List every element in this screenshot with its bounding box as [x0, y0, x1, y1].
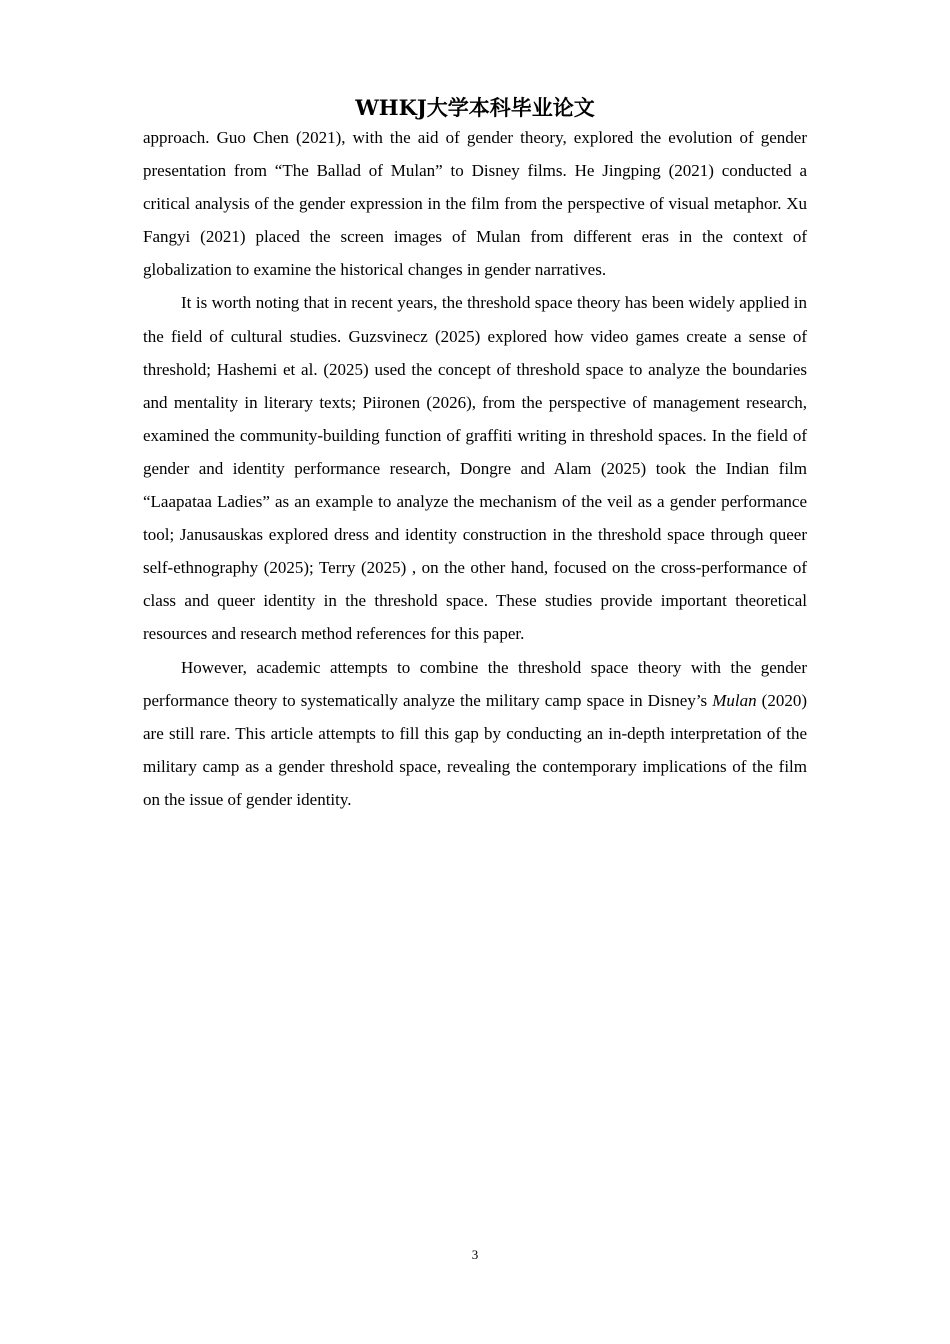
page-header: WHKJ大学本科毕业论文: [355, 95, 595, 120]
film-title-italic: Mulan: [712, 690, 757, 710]
page-number: 3: [471, 1247, 479, 1262]
paragraph-3-part-2: (2020) are still rare. This article attempts to fill this gap by conducting an in-depth interpretation of the military camp as a gender threshold space, revealing the contemporary implications of the film on the issue of gender identity.: [143, 690, 808, 809]
paragraph-3: [143, 651, 807, 816]
paragraph-2: It is worth noting that in recent years, the threshold space theory has been widely applied in the field of cultural studies. Guzsvinecz (2025) explored how video games create a sense of threshold; Hashemi et al. (2025) used the concept of threshold space to analyze the boundaries and mentality in literary texts; Piironen (2026), from the perspective of management research, examined the community-building function of graffiti writing in threshold spaces. In the field of gender and identity performance research, Dongre and Alam (2025) took the Indian film “Laapataa Ladies” as an example to analyze the mechanism of the veil as a gender performance tool; Janusauskas explored dress and identity construction in the threshold space through queer self-ethnography (2025); Terry (2025) , on the other hand, focused on the cross-performance of class and queer identity in the threshold space. These studies provide important theoretical resources and research method references for this paper.: [143, 293, 807, 644]
body-text: [143, 121, 807, 816]
paragraph-1: approach. Guo Chen (2021), with the aid of gender theory, explored the evolution of gender presentation from “The Ballad of Mulan” to Disney films. He Jingping (2021) conducted a critical analysis of the gender expression in the film from the perspective of visual metaphor. Xu Fangyi (2021) placed the screen images of Mulan from different eras in the context of globalization to examine the historical changes in gender narratives.: [143, 128, 807, 280]
paragraph-3-part-1: However, academic attempts to combine the threshold space theory with the gender performance theory to systematically analyze the military camp space in Disney’s: [143, 657, 807, 710]
